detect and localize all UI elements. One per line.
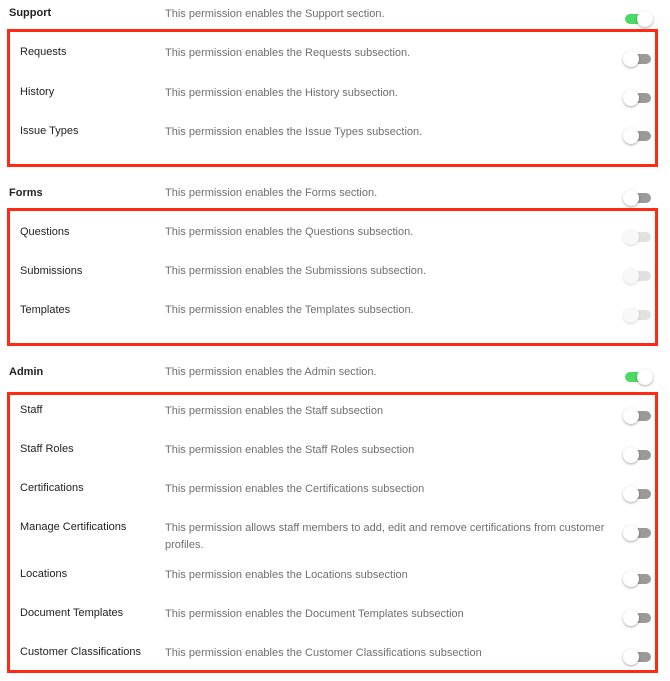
permission-description-staff-roles: This permission enables the Staff Roles subsection — [165, 444, 415, 456]
section-description-admin: This permission enables the Admin section. — [165, 366, 377, 378]
toggle-admin[interactable] — [625, 372, 651, 382]
toggle-staff[interactable] — [625, 411, 651, 421]
permission-description-issue-types: This permission enables the Issue Types subsection. — [165, 126, 423, 138]
section-title-admin: Admin — [9, 366, 44, 378]
permission-name-manage-certifications: Manage Certifications — [20, 521, 127, 533]
toggle-questions[interactable] — [625, 232, 651, 242]
toggle-support[interactable] — [625, 14, 651, 24]
toggle-knob — [623, 486, 639, 502]
toggle-document-templates[interactable] — [625, 613, 651, 623]
permission-description-questions: This permission enables the Questions subsection. — [165, 226, 414, 238]
toggle-knob — [623, 649, 639, 665]
permission-description-submissions: This permission enables the Submissions subsection. — [165, 265, 427, 277]
permission-name-staff-roles: Staff Roles — [20, 443, 74, 455]
permission-description-requests: This permission enables the Requests subsection. — [165, 47, 411, 59]
permission-name-locations: Locations — [20, 568, 68, 580]
toggle-locations[interactable] — [625, 574, 651, 584]
permission-description-history: This permission enables the History subsection. — [165, 87, 398, 99]
toggle-customer-classifications[interactable] — [625, 652, 651, 662]
permission-name-requests: Requests — [20, 46, 67, 58]
toggle-knob — [623, 190, 639, 206]
permission-description-locations: This permission enables the Locations subsection — [165, 569, 408, 581]
toggle-submissions[interactable] — [625, 271, 651, 281]
section-description-support: This permission enables the Support section. — [165, 8, 385, 20]
toggle-forms[interactable] — [625, 193, 651, 203]
permission-description-document-templates: This permission enables the Document Templates subsection — [165, 608, 464, 620]
permission-name-templates: Templates — [20, 304, 71, 316]
toggle-knob — [637, 11, 653, 27]
toggle-knob — [623, 90, 639, 106]
permission-description-staff: This permission enables the Staff subsection — [165, 405, 384, 417]
toggle-manage-certifications[interactable] — [625, 528, 651, 538]
toggle-issue-types[interactable] — [625, 131, 651, 141]
permission-name-history: History — [20, 86, 55, 98]
permission-description-certifications: This permission enables the Certifications subsection — [165, 483, 425, 495]
toggle-requests[interactable] — [625, 54, 651, 64]
toggle-knob — [623, 571, 639, 587]
toggle-history[interactable] — [625, 93, 651, 103]
toggle-knob — [623, 610, 639, 626]
toggle-templates[interactable] — [625, 310, 651, 320]
toggle-knob — [623, 525, 639, 541]
permission-name-certifications: Certifications — [20, 482, 84, 494]
toggle-staff-roles[interactable] — [625, 450, 651, 460]
permission-name-document-templates: Document Templates — [20, 607, 124, 619]
permission-name-submissions: Submissions — [20, 265, 83, 277]
toggle-certifications[interactable] — [625, 489, 651, 499]
toggle-knob — [623, 447, 639, 463]
section-title-support: Support — [9, 7, 52, 19]
toggle-knob — [623, 408, 639, 424]
permission-name-questions: Questions — [20, 226, 70, 238]
toggle-knob — [623, 51, 639, 67]
toggle-knob — [623, 307, 639, 323]
toggle-knob — [623, 268, 639, 284]
permission-name-issue-types: Issue Types — [20, 125, 79, 137]
permission-description-templates: This permission enables the Templates subsection. — [165, 304, 414, 316]
permission-name-customer-classifications: Customer Classifications — [20, 646, 142, 658]
toggle-knob — [623, 229, 639, 245]
toggle-knob — [623, 128, 639, 144]
section-title-forms: Forms — [9, 187, 43, 199]
permission-description-customer-classifications: This permission enables the Customer Classifications subsection — [165, 647, 482, 659]
toggle-knob — [637, 369, 653, 385]
permission-name-staff: Staff — [20, 404, 43, 416]
permission-description-manage-certifications: This permission allows staff members to add, edit and remove certifications from customer profiles. — [165, 522, 605, 551]
section-description-forms: This permission enables the Forms section. — [165, 187, 378, 199]
